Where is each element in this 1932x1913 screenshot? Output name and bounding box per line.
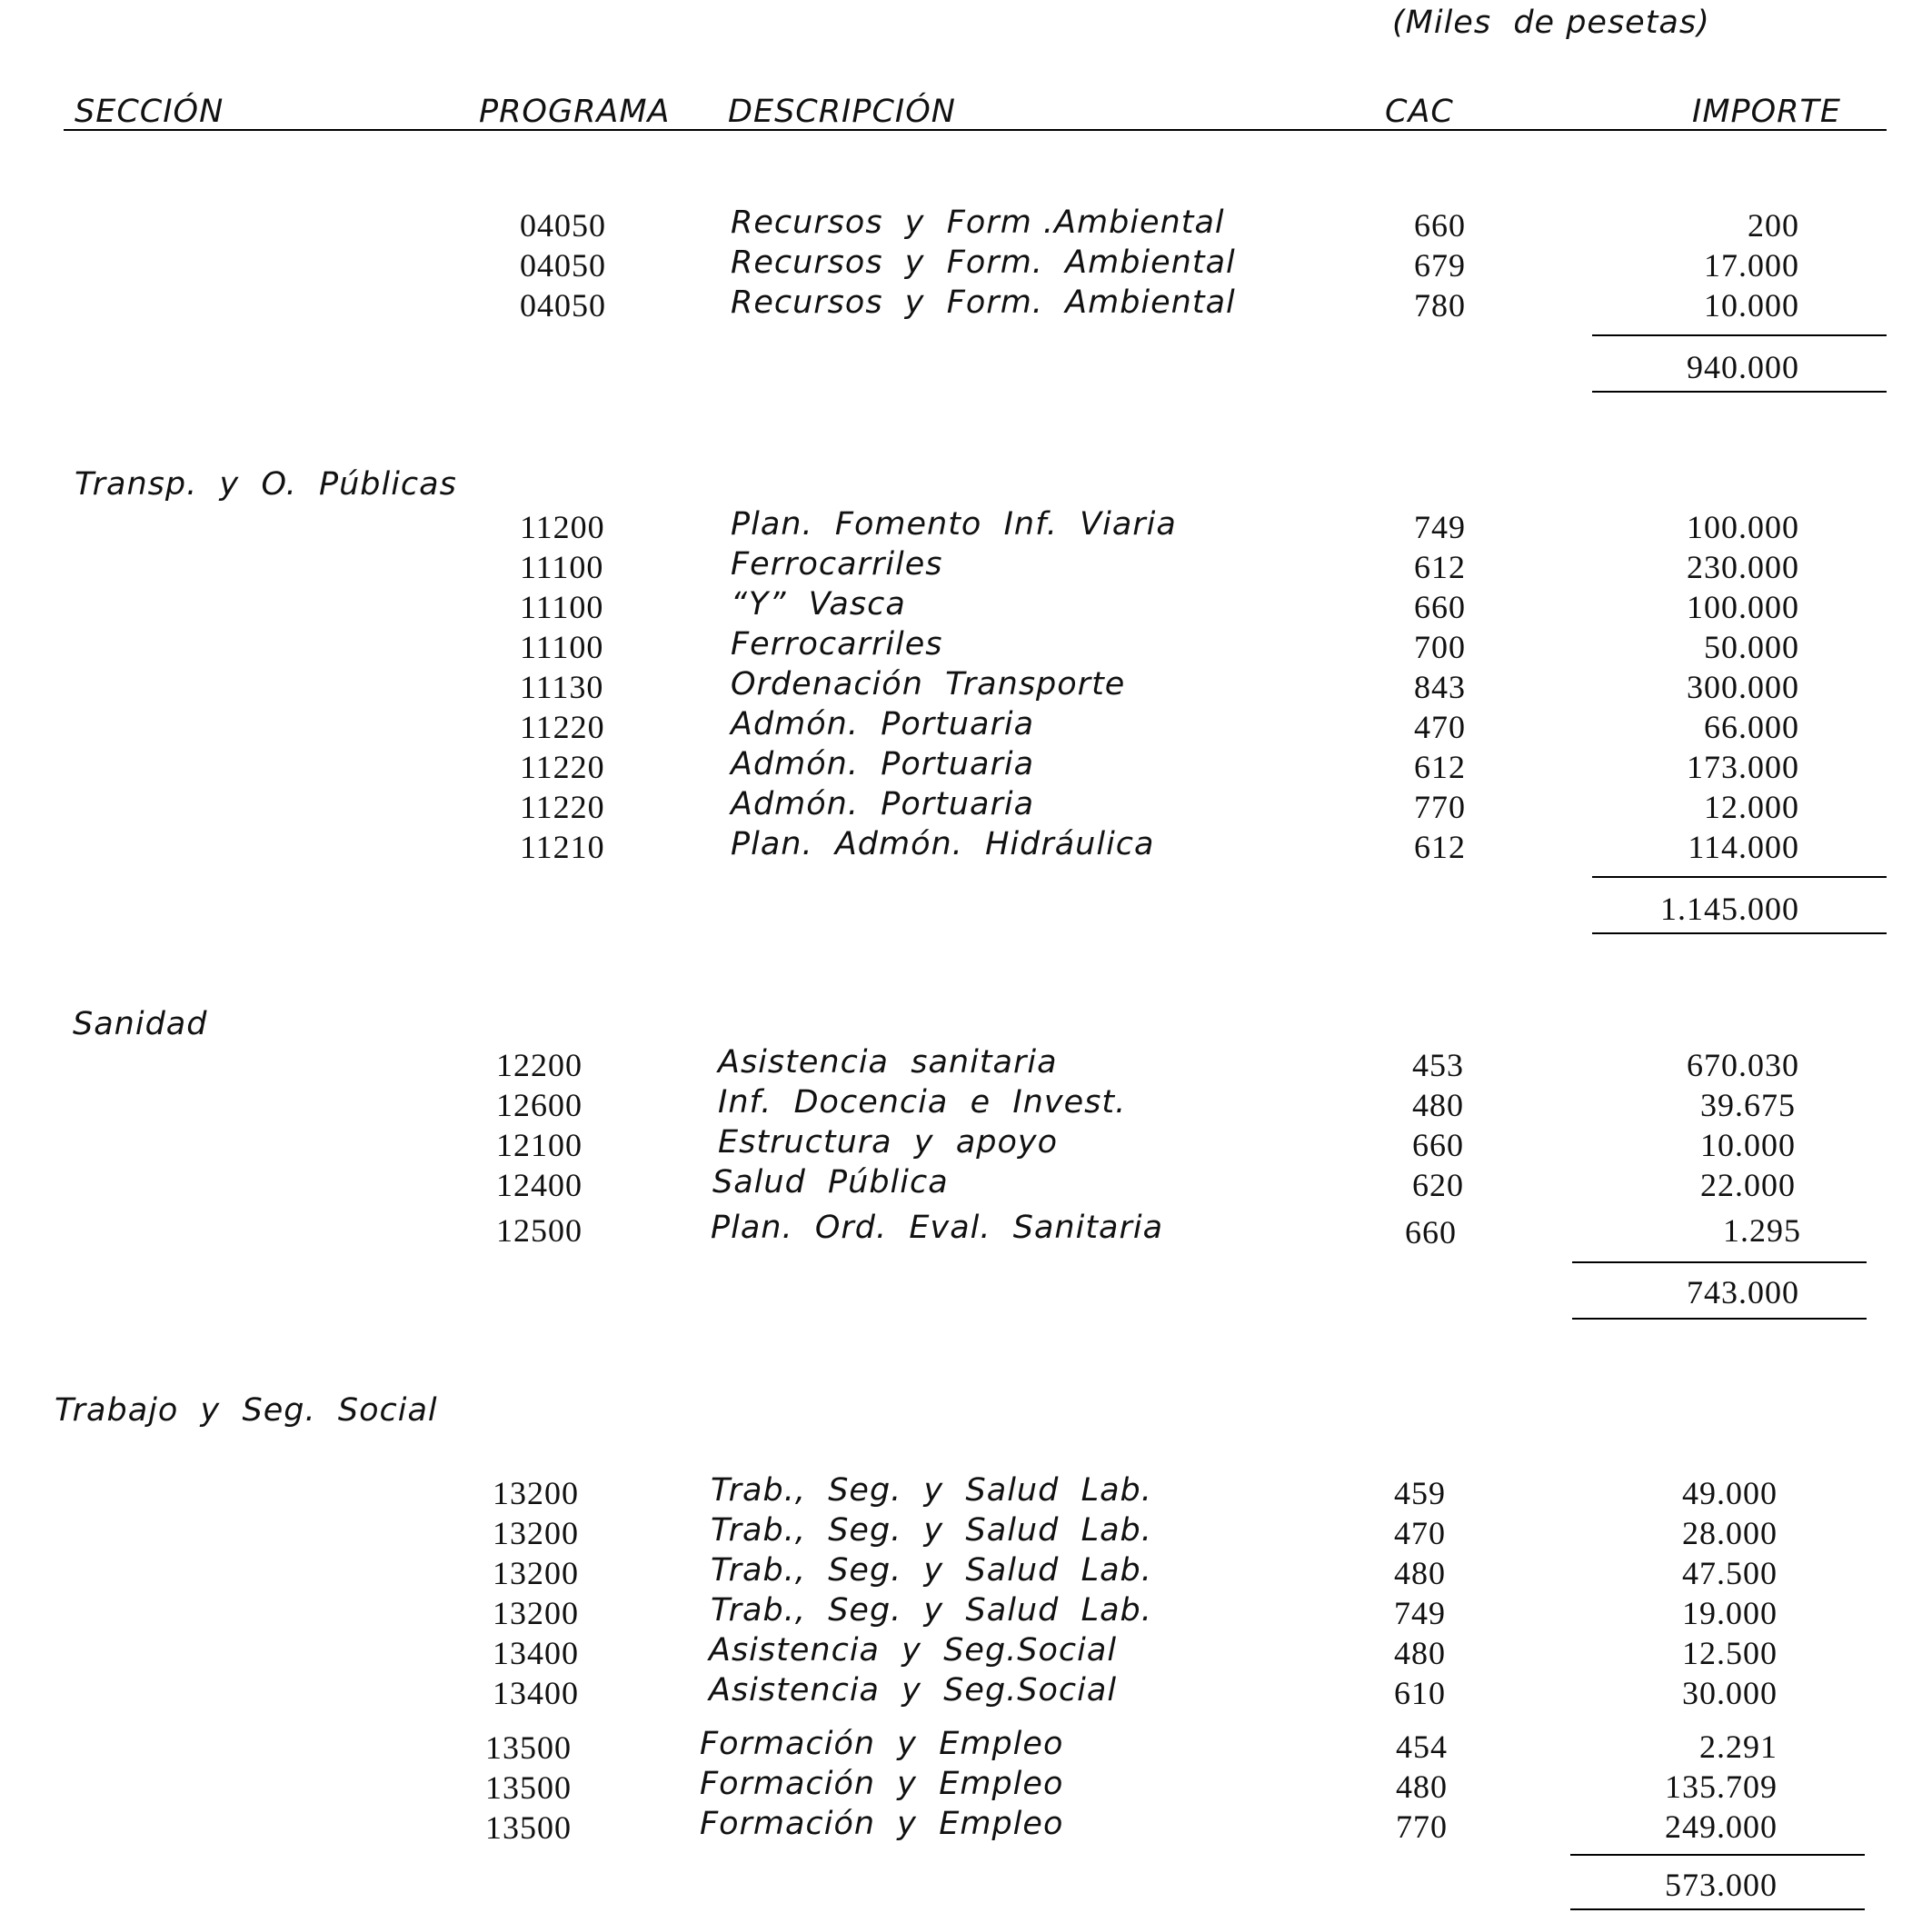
programa-cell: 13500 — [485, 1769, 572, 1806]
programa-cell: 11130 — [520, 669, 604, 705]
descripcion-cell: “Y” Vasca — [731, 586, 906, 623]
cac-cell: 459 — [1394, 1475, 1446, 1511]
programa-cell: 11220 — [520, 789, 605, 825]
cac-cell: 660 — [1414, 207, 1466, 244]
importe-cell: 10.000 — [1700, 1127, 1796, 1163]
total-rule — [1572, 1318, 1867, 1320]
cac-cell: 770 — [1396, 1808, 1448, 1845]
descripcion-cell: Asistencia y Seg.Social — [709, 1672, 1118, 1709]
importe-cell: 1.295 — [1723, 1212, 1801, 1249]
section-total: 573.000 — [1665, 1867, 1778, 1903]
header-importe: IMPORTE — [1692, 94, 1841, 130]
programa-cell: 11200 — [520, 509, 605, 545]
cac-cell: 679 — [1414, 247, 1466, 284]
importe-cell: 200 — [1748, 207, 1799, 244]
descripcion-cell: Estructura y apoyo — [718, 1124, 1059, 1161]
cac-cell: 660 — [1412, 1127, 1464, 1163]
cac-cell: 470 — [1394, 1515, 1446, 1551]
importe-cell: 300.000 — [1687, 669, 1799, 705]
descripcion-cell: Plan. Fomento Inf. Viaria — [731, 506, 1177, 543]
descripcion-cell: Ferrocarriles — [731, 626, 943, 663]
section-name: Trabajo y Seg. Social — [55, 1392, 438, 1429]
programa-cell: 13200 — [493, 1555, 579, 1591]
section-total: 743.000 — [1687, 1274, 1799, 1310]
importe-cell: 230.000 — [1687, 549, 1799, 585]
programa-cell: 13200 — [493, 1475, 579, 1511]
importe-cell: 173.000 — [1687, 749, 1799, 785]
cac-cell: 749 — [1394, 1595, 1446, 1631]
programa-cell: 11210 — [520, 829, 605, 865]
cac-cell: 612 — [1414, 749, 1466, 785]
importe-cell: 114.000 — [1688, 829, 1799, 865]
cac-cell: 454 — [1396, 1729, 1448, 1765]
header-cac: CAC — [1385, 94, 1454, 130]
importe-cell: 12.500 — [1682, 1635, 1778, 1671]
programa-cell: 12500 — [496, 1212, 583, 1249]
descripcion-cell: Trab., Seg. y Salud Lab. — [711, 1472, 1152, 1509]
header-seccion: SECCIÓN — [75, 94, 224, 130]
importe-cell: 100.000 — [1687, 509, 1799, 545]
importe-cell: 670.030 — [1687, 1047, 1799, 1083]
total-rule — [1592, 391, 1887, 393]
cac-cell: 700 — [1414, 629, 1466, 665]
descripcion-cell: Ordenación Transporte — [731, 666, 1126, 702]
descripcion-cell: Formación y Empleo — [700, 1766, 1064, 1802]
cac-cell: 480 — [1394, 1555, 1446, 1591]
header-descripcion: DESCRIPCIÓN — [728, 94, 956, 130]
cac-cell: 843 — [1414, 669, 1466, 705]
subtotal-rule — [1592, 334, 1887, 336]
programa-cell: 13400 — [493, 1635, 579, 1671]
cac-cell: 770 — [1414, 789, 1466, 825]
cac-cell: 612 — [1414, 829, 1466, 865]
cac-cell: 480 — [1394, 1635, 1446, 1671]
importe-cell: 2.291 — [1699, 1729, 1778, 1765]
programa-cell: 11100 — [520, 629, 604, 665]
programa-cell: 11220 — [520, 749, 605, 785]
programa-cell: 04050 — [520, 287, 606, 324]
section-name: Sanidad — [73, 1006, 208, 1042]
cac-cell: 610 — [1394, 1675, 1446, 1711]
cac-cell: 480 — [1412, 1087, 1464, 1123]
descripcion-cell: Recursos y Form. Ambiental — [731, 284, 1236, 321]
units-note: (Miles de pesetas) — [1392, 5, 1710, 41]
header-programa: PROGRAMA — [479, 94, 671, 130]
subtotal-rule — [1570, 1854, 1865, 1856]
programa-cell: 13500 — [485, 1809, 572, 1846]
programa-cell: 13400 — [493, 1675, 579, 1711]
programa-cell: 04050 — [520, 207, 606, 244]
programa-cell: 04050 — [520, 247, 606, 284]
cac-cell: 612 — [1414, 549, 1466, 585]
importe-cell: 100.000 — [1687, 589, 1799, 625]
descripcion-cell: Recursos y Form. Ambiental — [731, 244, 1236, 281]
cac-cell: 620 — [1412, 1167, 1464, 1203]
importe-cell: 28.000 — [1682, 1515, 1778, 1551]
importe-cell: 66.000 — [1704, 709, 1799, 745]
importe-cell: 249.000 — [1665, 1808, 1778, 1845]
importe-cell: 19.000 — [1682, 1595, 1778, 1631]
importe-cell: 39.675 — [1700, 1087, 1796, 1123]
total-rule — [1570, 1908, 1865, 1910]
importe-cell: 47.500 — [1682, 1555, 1778, 1591]
descripcion-cell: Formación y Empleo — [700, 1726, 1064, 1762]
total-rule — [1592, 932, 1887, 934]
cac-cell: 453 — [1412, 1047, 1464, 1083]
importe-cell: 17.000 — [1704, 247, 1799, 284]
descripcion-cell: Recursos y Form .Ambiental — [731, 204, 1225, 241]
descripcion-cell: Trab., Seg. y Salud Lab. — [711, 1552, 1152, 1589]
importe-cell: 12.000 — [1704, 789, 1799, 825]
programa-cell: 11100 — [520, 549, 604, 585]
descripcion-cell: Ferrocarriles — [731, 546, 943, 583]
descripcion-cell: Formación y Empleo — [700, 1806, 1064, 1842]
programa-cell: 13500 — [485, 1729, 572, 1766]
cac-cell: 660 — [1405, 1214, 1457, 1250]
descripcion-cell: Admón. Portuaria — [731, 706, 1035, 742]
descripcion-cell: Asistencia sanitaria — [718, 1044, 1058, 1081]
descripcion-cell: Plan. Ord. Eval. Sanitaria — [711, 1210, 1164, 1246]
programa-cell: 13200 — [493, 1515, 579, 1551]
programa-cell: 12400 — [496, 1167, 583, 1203]
importe-cell: 135.709 — [1665, 1769, 1778, 1805]
programa-cell: 12100 — [496, 1127, 583, 1163]
importe-cell: 30.000 — [1682, 1675, 1778, 1711]
importe-cell: 50.000 — [1704, 629, 1799, 665]
header-rule — [64, 129, 1887, 131]
programa-cell: 11220 — [520, 709, 605, 745]
section-total: 1.145.000 — [1660, 891, 1799, 927]
programa-cell: 13200 — [493, 1595, 579, 1631]
descripcion-cell: Salud Pública — [712, 1164, 949, 1201]
cac-cell: 780 — [1414, 287, 1466, 324]
programa-cell: 11100 — [520, 589, 604, 625]
descripcion-cell: Inf. Docencia e Invest. — [718, 1084, 1127, 1121]
descripcion-cell: Admón. Portuaria — [731, 746, 1035, 782]
descripcion-cell: Admón. Portuaria — [731, 786, 1035, 822]
section-total: 940.000 — [1687, 349, 1799, 385]
subtotal-rule — [1592, 876, 1887, 878]
subtotal-rule — [1572, 1261, 1867, 1263]
programa-cell: 12200 — [496, 1047, 583, 1083]
cac-cell: 480 — [1396, 1769, 1448, 1805]
descripcion-cell: Trab., Seg. y Salud Lab. — [711, 1592, 1152, 1629]
cac-cell: 660 — [1414, 589, 1466, 625]
programa-cell: 12600 — [496, 1087, 583, 1123]
section-name: Transp. y O. Públicas — [75, 466, 457, 503]
cac-cell: 470 — [1414, 709, 1466, 745]
descripcion-cell: Asistencia y Seg.Social — [709, 1632, 1118, 1669]
importe-cell: 10.000 — [1704, 287, 1799, 324]
cac-cell: 749 — [1414, 509, 1466, 545]
descripcion-cell: Plan. Admón. Hidráulica — [731, 826, 1155, 862]
importe-cell: 22.000 — [1700, 1167, 1796, 1203]
importe-cell: 49.000 — [1682, 1475, 1778, 1511]
descripcion-cell: Trab., Seg. y Salud Lab. — [711, 1512, 1152, 1549]
